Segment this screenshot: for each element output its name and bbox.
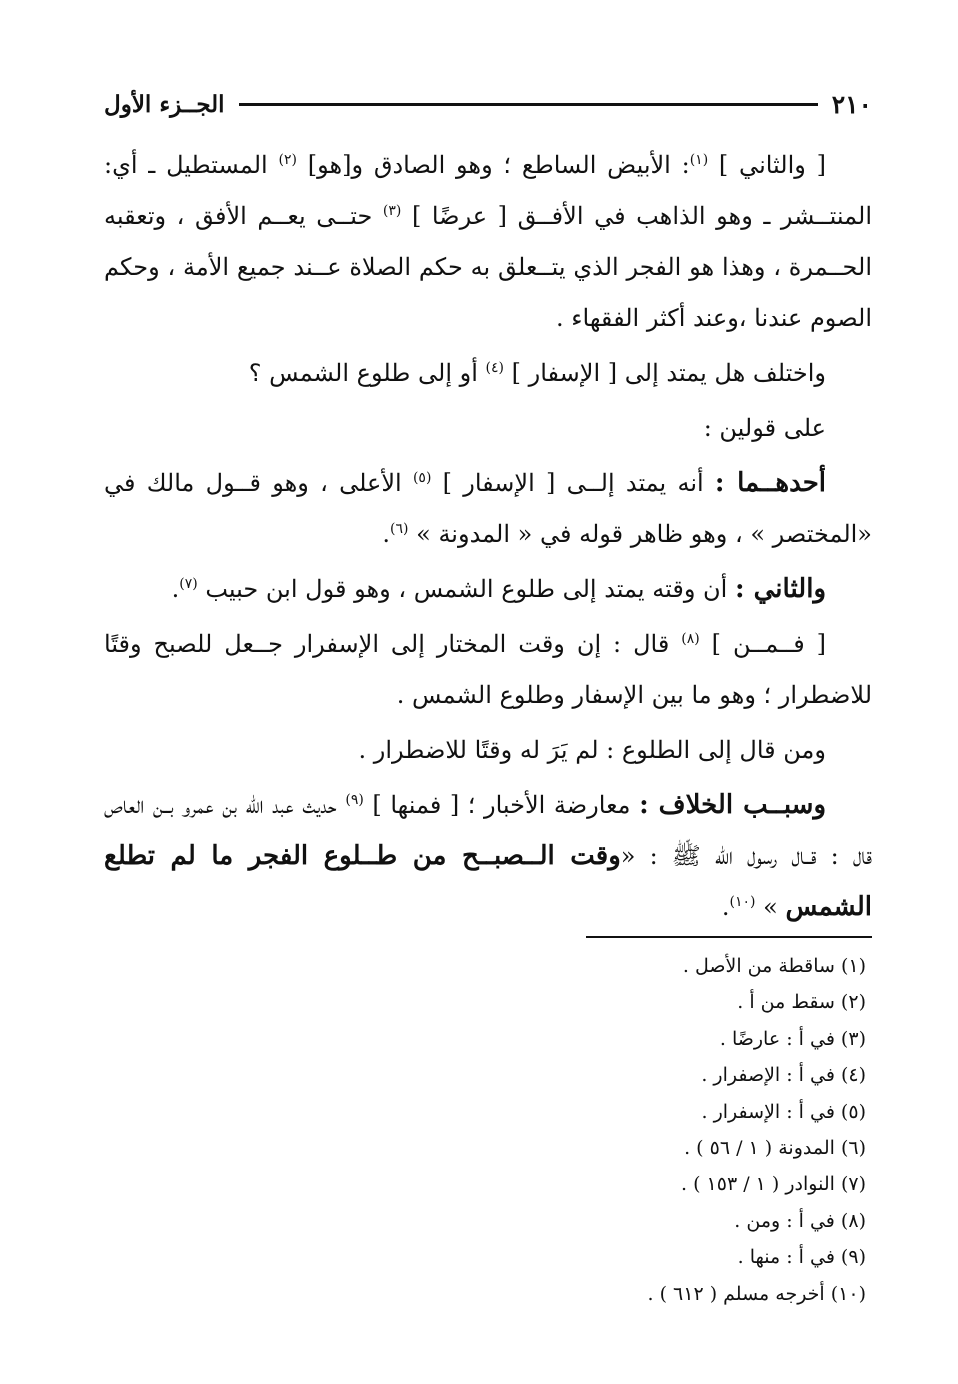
page-number: ٢١٠ (831, 89, 872, 119)
footnote-9: (٩) في أ : منها . (737, 1246, 866, 1269)
footnote-ref: (٢) (278, 152, 297, 168)
footnote-separator (586, 936, 872, 938)
term-heading: أحدهــما : (714, 468, 827, 498)
text-run: [ فــمــن ] (699, 630, 826, 658)
text-run: أنه يمتد إلــى [ الإسفار ] (431, 469, 715, 497)
footnote-8: (٨) في أ : ومن . (734, 1209, 866, 1232)
footnote-5: (٥) في أ : الإسفرار . (701, 1100, 866, 1123)
footnote-10: (١٠) أخرجه مسلم ( ٦١٢ ) . (647, 1282, 866, 1305)
text-run: قال : إن وقت المختار إلى الإسفرار جــعل للصبح وقتًا للاضطرار ؛ وهو ما بين الإسفار وطلوع الشمس . (104, 630, 872, 709)
text-run: : الأبيض الساطع ؛ وهو الصادق و[هو] (296, 151, 690, 179)
footnote-3: (٣) في أ : عارضًا . (719, 1027, 866, 1050)
term-heading: وسبــب الخلاف : (639, 790, 827, 820)
footnote-ref: (١٠) (729, 894, 756, 910)
footnote-1: (١) ساقطة من الأصل . (682, 955, 866, 977)
text-run: معارضة الأخبار ؛ [ فمنها ] (363, 791, 640, 819)
footnote-ref: (٣) (382, 203, 402, 219)
page-header (104, 84, 872, 124)
footnote-6: (٦) المدونة ( ١ / ٥٦ ) . (684, 1137, 866, 1160)
paragraph-3: على قولين : (703, 414, 826, 442)
text-run: . (721, 893, 730, 921)
text-run: أو إلى طلوع الشمس ؟ (248, 359, 486, 387)
text-run: حديث عبد الله بن عمرو بــن العاص قال : قــال رسول الله ﷺ : « (104, 791, 872, 870)
paragraph-6 (104, 619, 872, 721)
footnote-ref: (٨) (681, 631, 700, 647)
text-run: واختلف هل يمتد إلى [ الإسفار ] (504, 359, 826, 387)
header-rule (239, 103, 818, 106)
paragraph-5 (104, 564, 872, 615)
text-run: أن وقته يمتد إلى طلوع الشمس ، وهو قول ابن حبيب (197, 575, 735, 603)
text-run: حتــى يعــم الأفق ، وتعقبه الحــمرة ، وهذا هو الفجر الذي يتــعلق به حكم الصلاة عــند جميع الأمة ، وحكم الصوم عندنا ،وعند أكثر الفقهاء . (104, 202, 872, 332)
text-run: [ والثاني ] (708, 151, 826, 179)
footnote-ref: (٤) (485, 360, 505, 376)
footnote-ref: (٥) (412, 470, 432, 486)
text-run: . (171, 575, 180, 603)
text-run: . (382, 520, 391, 548)
footnote-ref: (٦) (390, 521, 409, 537)
part-title: الجــزء الأول (104, 90, 225, 118)
text-run: » (755, 893, 786, 921)
footnotes (104, 948, 872, 1312)
term-heading: والثاني : (734, 574, 826, 604)
paragraph-7: ومن قال إلى الطلوع : لم يَرَ له وقتًا للاضطرار . (358, 736, 826, 764)
main-text (104, 140, 872, 937)
paragraph-4 (104, 458, 872, 560)
paragraph-1 (104, 140, 872, 344)
footnote-ref: (٩) (345, 792, 364, 808)
text-run: الأعلى ، وهو قــول مالك في «المختصر » ، وهو ظاهر قوله في « المدونة » (104, 469, 872, 548)
paragraph-8 (104, 780, 872, 933)
footnote-7: (٧) النوادر ( ١ / ١٥٣ ) . (681, 1173, 866, 1196)
footnote-2: (٢) سقط من أ . (737, 991, 866, 1014)
text-run: المستطيل ـ أي: المنتــشر ـ وهو الذاهب في الأفــق [ عرضًا ] (104, 151, 872, 230)
footnote-4: (٤) في أ : الإصفرار . (701, 1064, 866, 1087)
footnote-ref: (١) (689, 152, 709, 168)
hadith-quote: وقت الــصبــح من طــلوع الفجر ما لم تطلع الشمس (104, 841, 872, 922)
paragraph-2 (104, 348, 872, 399)
footnote-ref: (٧) (179, 576, 198, 592)
